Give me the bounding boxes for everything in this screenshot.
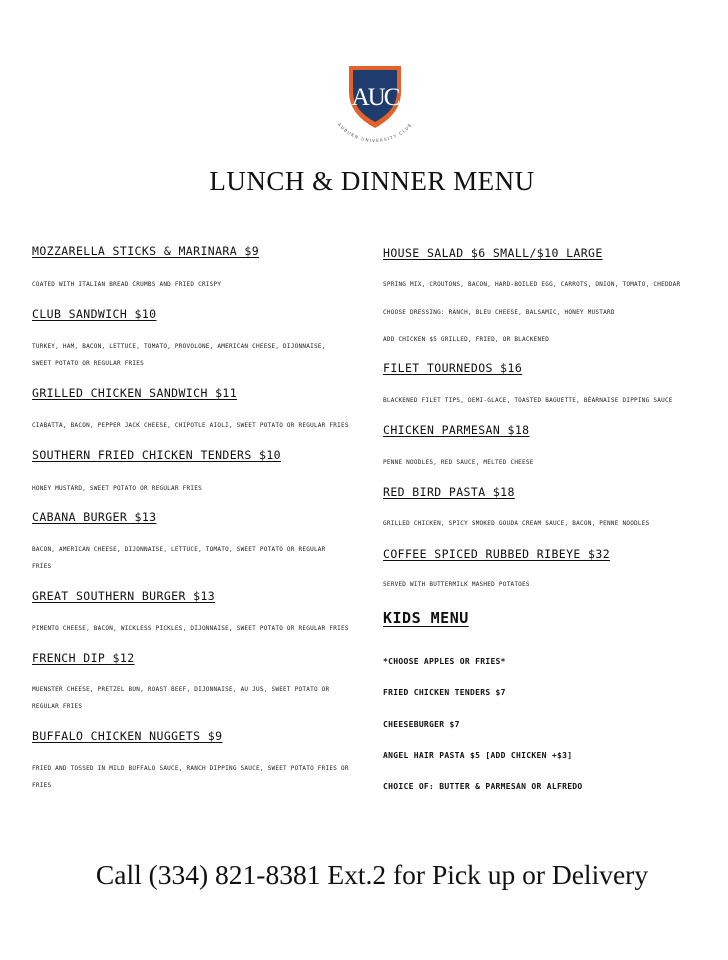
menu-item-name: CLUB SANDWICH $10 xyxy=(32,307,157,321)
menu-item-description: HONEY MUSTARD, SWEET POTATO OR REGULAR FRIES xyxy=(32,485,202,492)
menu-item-name: BUFFALO CHICKEN NUGGETS $9 xyxy=(32,729,223,743)
menu-item-description: PIMENTO CHEESE, BACON, WICKLESS PICKLES, DIJONNAISE, SWEET POTATO OR REGULAR FRIES xyxy=(32,625,349,632)
menu-item-description: CIABATTA, BACON, PEPPER JACK CHEESE, CHIPOTLE AIOLI, SWEET POTATO OR REGULAR FRIES xyxy=(32,422,349,429)
menu-item-description: TURKEY, HAM, BACON, LETTUCE, TOMATO, PROVOLONE, AMERICAN CHEESE, DIJONNAISE, xyxy=(32,343,326,350)
kids-menu-item: FRIED CHICKEN TENDERS $7 xyxy=(383,688,506,697)
menu-title: LUNCH & DINNER MENU xyxy=(209,166,535,196)
kids-menu-item: *CHOOSE APPLES OR FRIES* xyxy=(383,657,506,666)
menu-item-description: BACON, AMERICAN CHEESE, DIJONNAISE, LETTUCE, TOMATO, SWEET POTATO OR REGULAR xyxy=(32,546,326,553)
menu-item-description: GRILLED CHICKEN, SPICY SMOKED GOUDA CREAM SAUCE, BACON, PENNE NOODLES xyxy=(383,520,650,527)
menu-item-description: FRIES xyxy=(32,563,52,570)
menu-item-name: CHICKEN PARMESAN $18 xyxy=(383,423,530,437)
menu-item-name: FILET TOURNEDOS $16 xyxy=(383,361,523,375)
menu-item-name: HOUSE SALAD $6 SMALL/$10 LARGE xyxy=(383,246,603,260)
menu-item-description: COATED WITH ITALIAN BREAD CRUMBS AND FRIED CRISPY xyxy=(32,281,222,288)
menu-item-description: ADD CHICKEN $5 GRILLED, FRIED, OR BLACKENED xyxy=(383,336,550,343)
menu-item-name: COFFEE SPICED RUBBED RIBEYE $32 xyxy=(383,547,611,561)
menu-item-name: FRENCH DIP $12 xyxy=(32,651,135,665)
menu-item-name: GREAT SOUTHERN BURGER $13 xyxy=(32,589,216,603)
menu-item-description: SERVED WITH BUTTERMILK MASHED POTATOES xyxy=(383,581,530,588)
menu-item-name: MOZZARELLA STICKS & MARINARA $9 xyxy=(32,244,260,258)
kids-menu-item: CHEESEBURGER $7 xyxy=(383,720,460,729)
menu-item-name: RED BIRD PASTA $18 xyxy=(383,485,515,499)
menu-item-description: REGULAR FRIES xyxy=(32,703,83,710)
menu-item-description: BLACKENED FILET TIPS, DEMI-GLACE, TOASTED BAGUETTE, BÉARNAISE DIPPING SAUCE xyxy=(383,397,673,404)
shield-crest-icon xyxy=(325,58,425,148)
menu-item-name: CABANA BURGER $13 xyxy=(32,510,157,524)
menu-item-name: GRILLED CHICKEN SANDWICH $11 xyxy=(32,386,238,400)
logo-monogram: AUC xyxy=(351,84,399,111)
kids-menu-item: CHOICE OF: BUTTER & PARMESAN OR ALFREDO xyxy=(383,782,583,791)
kids-menu-item: ANGEL HAIR PASTA $5 [ADD CHICKEN +$3] xyxy=(383,751,573,760)
menu-item-description: CHOOSE DRESSING: RANCH, BLEU CHEESE, BALSAMIC, HONEY MUSTARD xyxy=(383,309,615,316)
menu-item-description: PENNE NOODLES, RED SAUCE, MELTED CHEESE xyxy=(383,459,534,466)
logo-ring-text: AUBURN UNIVERSITY CLUB xyxy=(336,121,414,144)
menu-item-description: FRIES xyxy=(32,782,52,789)
menu-item-description: MUENSTER CHEESE, PRETZEL BUN, ROAST BEEF, DIJONNAISE, AU JUS, SWEET POTATO OR xyxy=(32,686,330,693)
menu-item-description: SPRING MIX, CROUTONS, BACON, HARD-BOILED EGG, CARROTS, ONION, TOMATO, CHEDDAR xyxy=(383,281,681,288)
menu-item-description: SWEET POTATO OR REGULAR FRIES xyxy=(32,360,145,367)
kids-menu-heading: KIDS MENU xyxy=(383,609,469,627)
order-phone-footer: Call (334) 821-8381 Ext.2 for Pick up or Delivery xyxy=(95,859,649,890)
menu-item-name: SOUTHERN FRIED CHICKEN TENDERS $10 xyxy=(32,448,282,462)
club-logo xyxy=(325,58,425,148)
menu-item-description: FRIED AND TOSSED IN MILD BUFFALO SAUCE, RANCH DIPPING SAUCE, SWEET POTATO FRIES OR xyxy=(32,765,349,772)
